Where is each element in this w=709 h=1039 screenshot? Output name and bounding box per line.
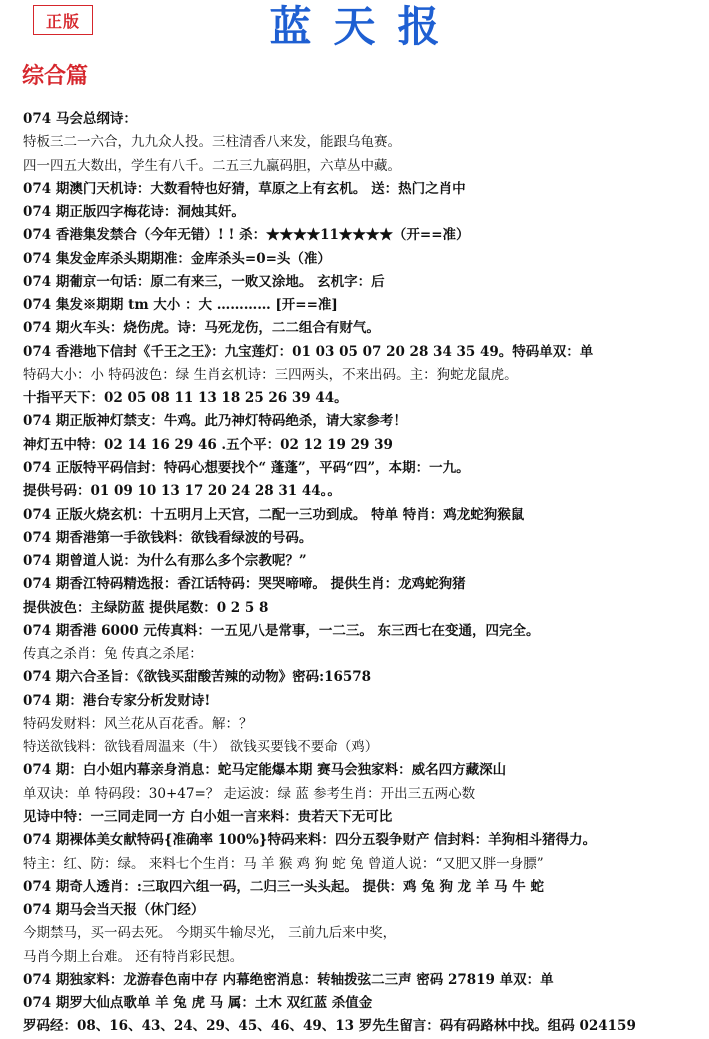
text-line: 074 集发金库杀头期期准：金库杀头=0=头（准）	[23, 250, 331, 267]
text-line: 神灯五中特：02 14 16 29 46 .五个平：02 12 19 29 39	[23, 436, 393, 453]
text-line: 074 集发※期期 tm 大小 ：大 ………… [开==准]	[23, 297, 338, 314]
article-body	[23, 108, 707, 1039]
text-line: 特码发财料：风兰花从百花香。解：？	[23, 715, 253, 732]
text-line: 074 期香港第一手欲钱料：欲钱看绿波的号码。	[23, 529, 313, 546]
text-line: 今期禁马，买一码去死。 今期买牛输尽光， 三前九后来中奖，	[23, 925, 397, 942]
text-line: 特码大小：小 特码波色：绿 生肖玄机诗：三四两头，不来出码。主：狗蛇龙鼠虎。	[23, 366, 518, 383]
text-line: 特主：红、防：绿。 来料七个生肖：马 羊 猴 鸡 狗 蛇 兔 曾道人说：“又肥又胖一身膘”	[23, 855, 544, 872]
text-line: 074 期澳门天机诗：大数看特也好猜，草原之上有玄机。 送：热门之肖中	[23, 180, 466, 197]
text-line: 四一四五大数出，学生有八千。二五三九赢码胆，六草丛中藏。	[23, 157, 401, 174]
masthead-title: 蓝天报	[269, 2, 462, 51]
text-line: 074 期正版神灯禁支：牛鸡。此乃神灯特码绝杀，请大家参考！	[23, 413, 407, 430]
text-line: 见诗中特：一三同走同一方 白小姐一言来料：贵若天下无可比	[23, 808, 393, 825]
text-line: 074 马会总纲诗：	[23, 111, 137, 127]
text-line: 074 期：港台专家分析发财诗!	[23, 692, 211, 709]
text-line: 074 期香江特码精选报：香江话特码：哭哭啼啼。 提供生肖：龙鸡蛇狗猪	[23, 576, 466, 593]
text-line: 马肖今期上台难。 还有特肖彩民想。	[23, 948, 244, 965]
text-line: 074 期香港 6000 元传真料：一五见八是常事，一二三。 东三西七在变通，四完全。	[23, 622, 540, 639]
text-line: 十指平天下：02 05 08 11 13 18 25 26 39 44。	[23, 390, 348, 407]
text-line: 074 期六合圣旨：《欲钱买甜酸苦辣的动物》密码:16578	[23, 669, 372, 686]
text-line: 074 期：白小姐内幕亲身消息：蛇马定能爆本期 赛马会独家料：威名四方藏深山	[23, 762, 507, 779]
text-line: 074 期火车头：烧伤虎。诗：马死龙伤，二二组合有财气。	[23, 320, 380, 337]
text-line: 074 期独家料：龙游春色南中存 内幕绝密消息：转轴拨弦二三声 密码 27819 单双：单	[23, 971, 554, 988]
text-line: 特送欲钱料：欲钱看周温来（牛） 欲钱买要钱不要命（鸡）	[23, 739, 379, 756]
text-line: 传真之杀肖：兔 传真之杀尾：	[23, 646, 203, 663]
text-line: 074 正版特平码信封：特码心想要找个“ 蓬蓬”，平码“四”，本期：一九。	[23, 459, 470, 476]
text-line: 074 香港集发禁合（今年无错）! ! 杀：★★★★11★★★★（开==准）	[23, 227, 470, 244]
section-title: 综合篇	[22, 63, 89, 89]
text-line: 单双诀：单 特码段：30+47=？ 走运波：绿 蓝 参考生肖：开出三五两心数	[23, 785, 476, 802]
text-line: 074 期裸体美女献特码{准确率 100%}特码来料：四分五裂争财产 信封料：羊狗相斗猪得力。	[23, 832, 597, 849]
text-line: 提供波色：主绿防蓝 提供尾数：0 2 5 8	[23, 599, 269, 616]
text-line: 提供号码：01 09 10 13 17 20 24 28 31 44。。	[23, 483, 341, 500]
text-line: 074 期马会当天报（休门经）	[23, 902, 205, 919]
text-line: 074 期葡京一句话：原二有来三，一败又涂地。 玄机字：后	[23, 273, 385, 290]
text-line: 074 期曾道人说：为什么有那么多个宗教呢？”	[23, 553, 307, 570]
text-line: 074 香港地下信封《千王之王》：九宝莲灯：01 03 05 07 20 28 34 35 49。特码单双：单	[23, 343, 594, 360]
text-line: 罗码经：08、16、43、24、29、45、46、49、13 罗先生留言：码有码路林中找。组码 024159	[23, 1018, 636, 1035]
text-line: 074 正版火烧玄机：十五明月上天宫，二配一三功到成。 特单 特肖：鸡龙蛇狗猴鼠	[23, 506, 525, 523]
text-line: 074 期奇人透肖：:三取四六组一码，二归三一头头起。 提供：鸡 兔 狗 龙 羊 马 牛 蛇	[23, 878, 544, 895]
text-line: 特板三二一六合，九九众人投。三柱清香八来发，能跟乌龟赛。	[23, 134, 401, 151]
text-line: 074 期正版四字梅花诗：洞烛其奸。	[23, 204, 245, 221]
text-line: 074 期罗大仙点歌单 羊 兔 虎 马 属：土木 双红蓝 杀值金	[23, 995, 373, 1012]
authentic-badge: 正版	[33, 5, 93, 35]
